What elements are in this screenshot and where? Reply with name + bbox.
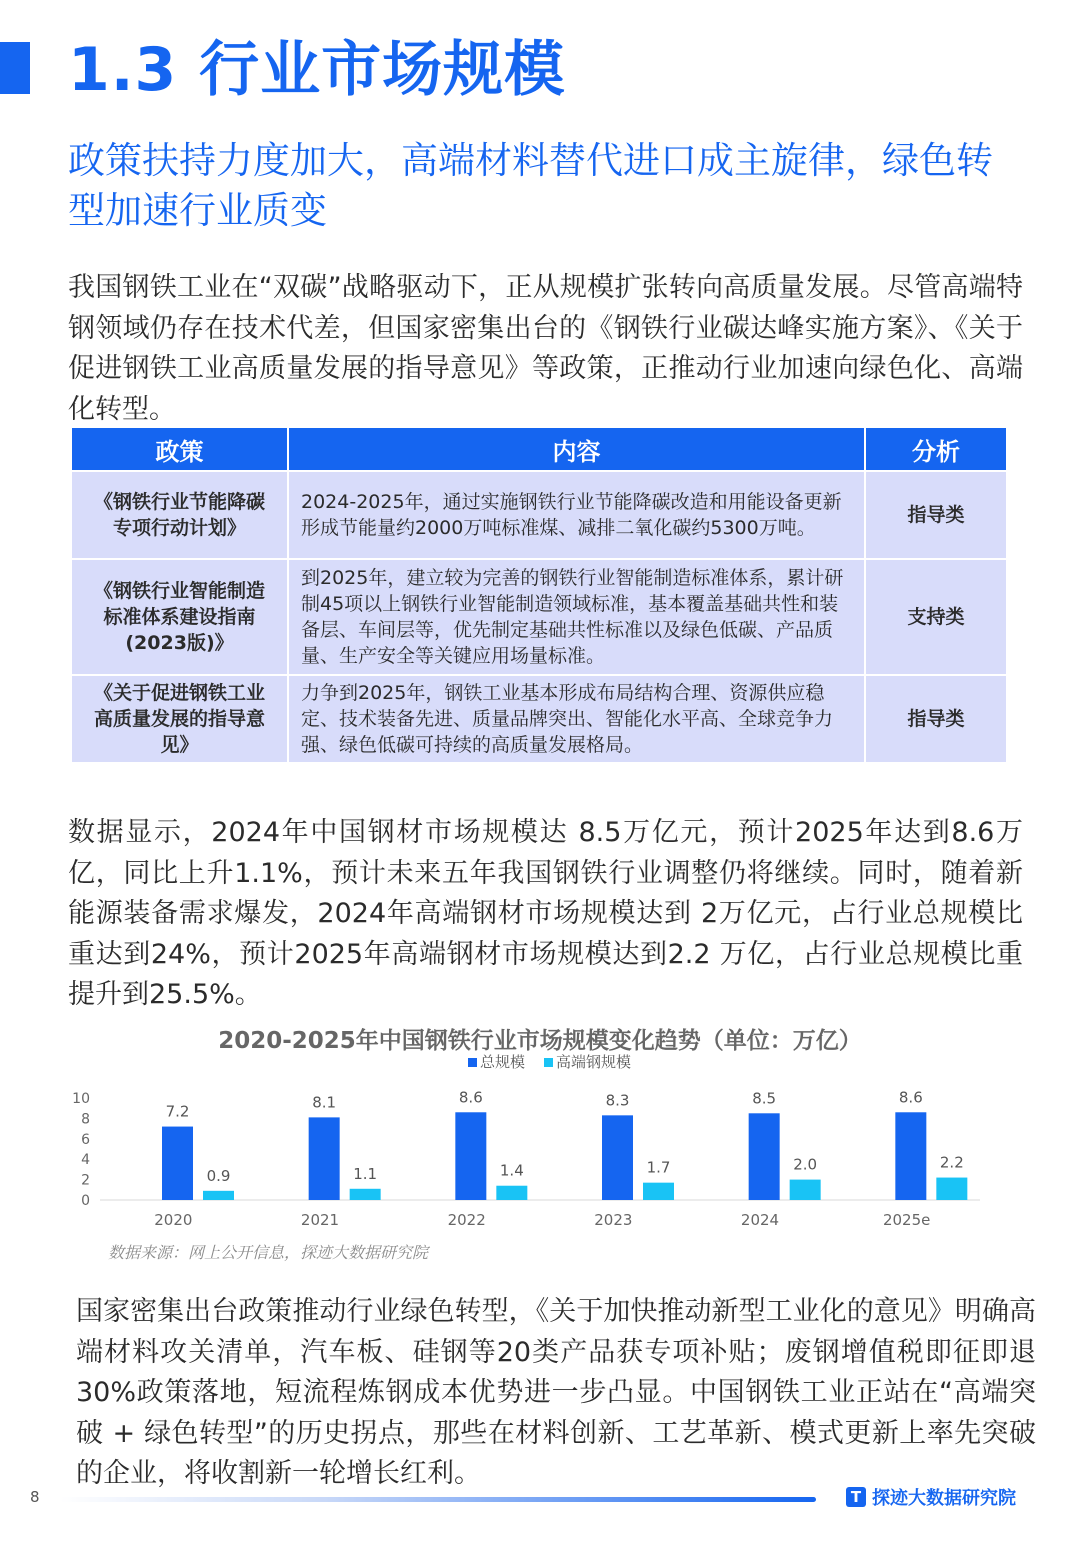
bar-high-end xyxy=(936,1178,967,1200)
market-size-chart xyxy=(60,1020,1020,1270)
bar-total xyxy=(162,1127,193,1200)
legend-label: 高端钢规模 xyxy=(556,1053,632,1071)
header-policy: 政策 xyxy=(72,428,287,470)
y-tick-label: 0 xyxy=(81,1193,90,1209)
data-label: 2.2 xyxy=(939,1153,964,1172)
brand-name: 探迹大数据研究院 xyxy=(872,1488,1016,1509)
policy-type: 指导类 xyxy=(866,472,1006,558)
table-row xyxy=(72,676,1006,762)
conclusion-paragraph: 国家密集出台政策推动行业绿色转型，《关于加快推动新型工业化的意见》明确高端材料攻关清单，汽车板、硅钢等20类产品获专项补贴；废钢增值税即征即退30%政策落地，短流程炼钢成本优势进一步凸显。中国钢铁工业正站在“高端突破 + 绿色转型”的历史拐点，那些在材料创新、工艺革新、模式更新上率先突破的企业，将收割新一轮增长红利。 xyxy=(76,1296,1036,1489)
bar-high-end xyxy=(790,1180,821,1200)
x-tick-label: 2020 xyxy=(154,1211,193,1229)
y-tick-label: 6 xyxy=(81,1131,90,1148)
y-tick-label: 10 xyxy=(72,1091,90,1107)
bar-total xyxy=(309,1117,340,1200)
header-analysis: 分析 xyxy=(866,428,1006,470)
data-label: 8.6 xyxy=(458,1088,483,1107)
data-label: 0.9 xyxy=(206,1166,231,1185)
bar-total xyxy=(602,1115,633,1200)
data-label: 1.4 xyxy=(499,1161,524,1180)
policy-type: 指导类 xyxy=(866,676,1006,762)
x-tick-label: 2021 xyxy=(300,1211,340,1229)
x-tick-label: 2024 xyxy=(740,1211,780,1229)
x-tick-label: 2025e xyxy=(882,1211,931,1229)
data-label: 2.0 xyxy=(793,1155,818,1174)
bar-high-end xyxy=(496,1186,527,1200)
page-number: 8 xyxy=(30,1488,40,1506)
policy-name: 《钢铁行业节能降碳专项行动计划》 xyxy=(72,472,287,558)
bar-high-end xyxy=(203,1191,234,1200)
page-title: 1.3 行业市场规模 xyxy=(68,35,566,105)
bar-high-end xyxy=(350,1189,381,1200)
y-tick-label: 4 xyxy=(81,1152,90,1169)
data-paragraph: 数据显示，2024年中国钢材市场规模达 8.5万亿元，预计2025年达到8.6万亿，同比上升1.1%，预计未来五年我国钢铁行业调整仍将继续。同时，随着新能源装备需求爆发，2024年高端钢材市场规模达到 2万亿元，占行业总规模比重达到24%，预计2025年高端钢材市场规模达到2.2 万亿，占行业总规模比重提升到25.5%。 xyxy=(68,817,1023,1010)
policy-table xyxy=(70,426,1008,764)
chart-source: 数据来源：网上公开信息，探迹大数据研究院 xyxy=(108,1243,429,1262)
y-tick-label: 8 xyxy=(81,1111,90,1128)
footer-divider xyxy=(60,1497,816,1502)
data-label: 1.1 xyxy=(353,1164,378,1183)
policy-content: 力争到2025年，钢铁工业基本形成布局结构合理、资源供应稳定、技术装备先进、质量品牌突出、智能化水平高、全球竞争力强、绿色低碳可持续的高质量发展格局。 xyxy=(289,676,864,762)
bar-total xyxy=(455,1112,486,1200)
policy-content: 2024-2025年，通过实施钢铁行业节能降碳改造和用能设备更新形成节能量约2000万吨标准煤、减排二氧化碳约5300万吨。 xyxy=(289,472,864,558)
data-label: 1.7 xyxy=(646,1158,671,1177)
policy-name: 《钢铁行业智能制造标准体系建设指南(2023版)》 xyxy=(72,560,287,674)
bar-total xyxy=(895,1112,926,1200)
bar-high-end xyxy=(643,1183,674,1200)
title-accent-bar xyxy=(0,42,30,94)
data-label: 8.6 xyxy=(898,1088,923,1107)
legend-swatch xyxy=(468,1058,477,1067)
data-label: 8.5 xyxy=(752,1089,777,1108)
table-row xyxy=(72,560,1006,674)
policy-content: 到2025年，建立较为完善的钢铁行业智能制造标准体系，累计研制45项以上钢铁行业智能制造领域标准，基本覆盖基础共性和装备层、车间层等，优先制定基础共性标准以及绿色低碳、产品质量、生产安全等关键应用场量标准。 xyxy=(289,560,864,674)
y-tick-label: 2 xyxy=(81,1172,90,1189)
policy-table-header xyxy=(72,428,1006,470)
table-row xyxy=(72,472,1006,558)
intro-paragraph: 我国钢铁工业在“双碳”战略驱动下，正从规模扩张转向高质量发展。尽管高端特钢领域仍存在技术代差，但国家密集出台的《钢铁行业碳达峰实施方案》、《关于促进钢铁工业高质量发展的指导意见》等政策，正推动行业加速向绿色化、高端化转型。 xyxy=(68,272,1023,425)
policy-type: 支持类 xyxy=(866,560,1006,674)
header-content: 内容 xyxy=(289,428,864,470)
legend-swatch xyxy=(544,1058,553,1067)
section-subtitle: 政策扶持力度加大，高端材料替代进口成主旋律，绿色转型加速行业质变 xyxy=(68,139,993,232)
chart-title: 2020-2025年中国钢铁行业市场规模变化趋势（单位：万亿） xyxy=(218,1028,862,1054)
bar-total xyxy=(749,1113,780,1200)
policy-name: 《关于促进钢铁工业高质量发展的指导意见》 xyxy=(72,676,287,762)
brand xyxy=(846,1484,1016,1510)
brand-logo-icon: T xyxy=(846,1487,866,1507)
data-label: 7.2 xyxy=(165,1102,190,1121)
data-label: 8.1 xyxy=(312,1093,337,1112)
legend-label: 总规模 xyxy=(480,1053,526,1071)
data-label: 8.3 xyxy=(605,1091,630,1110)
x-tick-label: 2023 xyxy=(594,1211,633,1229)
x-tick-label: 2022 xyxy=(447,1211,486,1229)
